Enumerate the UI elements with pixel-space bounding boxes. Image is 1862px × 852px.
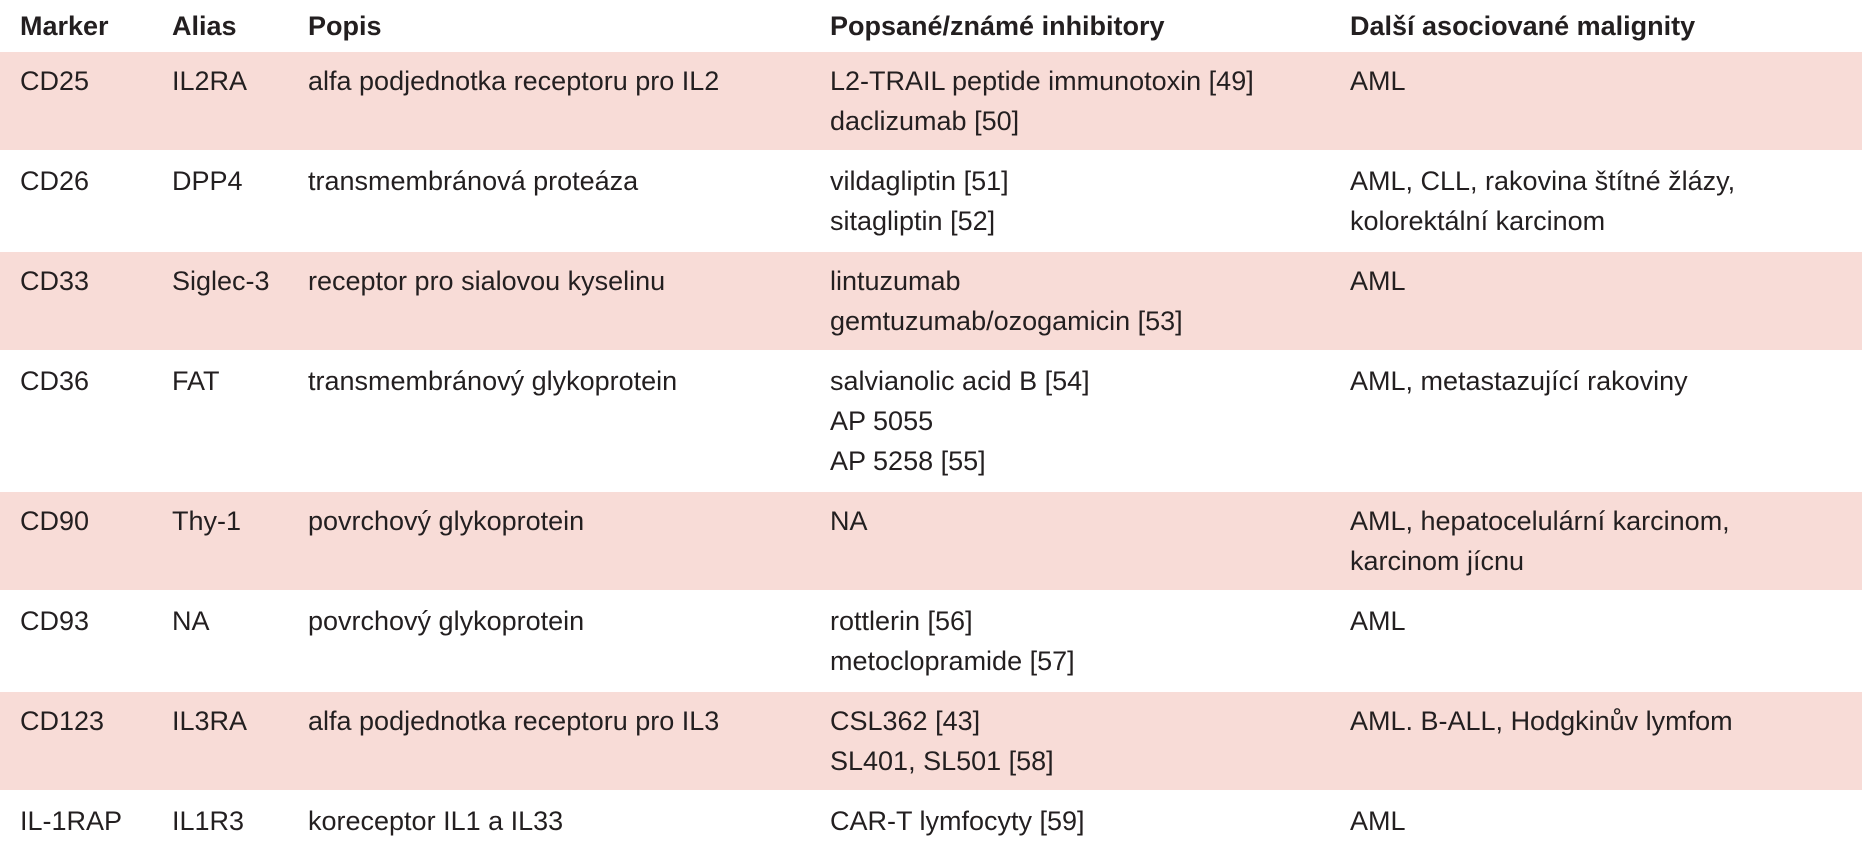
header-inhibitory: Popsané/známé inhibitory bbox=[810, 0, 1330, 52]
inhibitor-line: daclizumab [50] bbox=[830, 106, 1020, 136]
cell-marker: IL-1RAP bbox=[0, 791, 152, 851]
malignity-line: AML bbox=[1350, 606, 1406, 636]
inhibitor-line: salvianolic acid B [54] bbox=[830, 366, 1090, 396]
cell-popis: alfa podjednotka receptoru pro IL3 bbox=[288, 691, 810, 791]
table-row bbox=[0, 491, 1862, 591]
header-alias: Alias bbox=[152, 0, 288, 52]
inhibitor-line: metoclopramide [57] bbox=[830, 646, 1075, 676]
cell-alias: IL2RA bbox=[152, 52, 288, 151]
table-row bbox=[0, 151, 1862, 251]
malignity-line: AML, hepatocelulární karcinom, bbox=[1350, 506, 1730, 536]
inhibitor-line: SL401, SL501 [58] bbox=[830, 746, 1054, 776]
inhibitor-line: lintuzumab bbox=[830, 266, 961, 296]
cell-malignity bbox=[1330, 691, 1862, 791]
cell-alias: NA bbox=[152, 591, 288, 691]
cell-inhibitory bbox=[810, 491, 1330, 591]
cell-marker: CD26 bbox=[0, 151, 152, 251]
table-body bbox=[0, 52, 1862, 851]
cell-popis: transmembránový glykoprotein bbox=[288, 351, 810, 491]
cell-malignity bbox=[1330, 52, 1862, 151]
cell-marker: CD25 bbox=[0, 52, 152, 151]
malignity-line: AML. B-ALL, Hodgkinův lymfom bbox=[1350, 706, 1733, 736]
inhibitor-line: sitagliptin [52] bbox=[830, 206, 996, 236]
header-popis: Popis bbox=[288, 0, 810, 52]
inhibitor-line: NA bbox=[830, 506, 868, 536]
cell-inhibitory bbox=[810, 591, 1330, 691]
cell-popis: receptor pro sialovou kyselinu bbox=[288, 251, 810, 351]
table-row bbox=[0, 791, 1862, 851]
malignity-line: AML bbox=[1350, 806, 1406, 836]
malignity-line: AML bbox=[1350, 266, 1406, 296]
cell-inhibitory bbox=[810, 691, 1330, 791]
inhibitor-line: AP 5055 bbox=[830, 406, 934, 436]
cell-marker: CD123 bbox=[0, 691, 152, 791]
cell-inhibitory bbox=[810, 151, 1330, 251]
cell-malignity bbox=[1330, 251, 1862, 351]
table-row bbox=[0, 351, 1862, 491]
cell-alias: IL3RA bbox=[152, 691, 288, 791]
cell-malignity bbox=[1330, 591, 1862, 691]
cell-malignity bbox=[1330, 491, 1862, 591]
header-row bbox=[0, 0, 1862, 52]
table-row bbox=[0, 691, 1862, 791]
cell-inhibitory bbox=[810, 251, 1330, 351]
table-header bbox=[0, 0, 1862, 52]
cell-popis: alfa podjednotka receptoru pro IL2 bbox=[288, 52, 810, 151]
table-row bbox=[0, 591, 1862, 691]
malignity-line: kolorektální karcinom bbox=[1350, 206, 1606, 236]
cell-popis: povrchový glykoprotein bbox=[288, 591, 810, 691]
malignity-line: karcinom jícnu bbox=[1350, 546, 1525, 576]
cell-alias: DPP4 bbox=[152, 151, 288, 251]
cell-marker: CD36 bbox=[0, 351, 152, 491]
inhibitor-line: CSL362 [43] bbox=[830, 706, 981, 736]
cell-marker: CD33 bbox=[0, 251, 152, 351]
table-row bbox=[0, 52, 1862, 151]
malignity-line: AML, CLL, rakovina štítné žlázy, bbox=[1350, 166, 1736, 196]
inhibitor-line: AP 5258 [55] bbox=[830, 446, 986, 476]
cell-alias: IL1R3 bbox=[152, 791, 288, 851]
cell-popis: koreceptor IL1 a IL33 bbox=[288, 791, 810, 851]
malignity-line: AML bbox=[1350, 66, 1406, 96]
inhibitor-line: CAR-T lymfocyty [59] bbox=[830, 806, 1085, 836]
cell-marker: CD93 bbox=[0, 591, 152, 691]
cell-inhibitory bbox=[810, 791, 1330, 851]
cell-malignity bbox=[1330, 151, 1862, 251]
header-malignity: Další asociované malignity bbox=[1330, 0, 1862, 52]
inhibitor-line: vildagliptin [51] bbox=[830, 166, 1009, 196]
table-row bbox=[0, 251, 1862, 351]
cell-malignity bbox=[1330, 351, 1862, 491]
cell-alias: Siglec-3 bbox=[152, 251, 288, 351]
header-marker: Marker bbox=[0, 0, 152, 52]
malignity-line: AML, metastazující rakoviny bbox=[1350, 366, 1688, 396]
cell-alias: Thy-1 bbox=[152, 491, 288, 591]
cell-popis: transmembránová proteáza bbox=[288, 151, 810, 251]
cell-marker: CD90 bbox=[0, 491, 152, 591]
cell-alias: FAT bbox=[152, 351, 288, 491]
cell-inhibitory bbox=[810, 351, 1330, 491]
inhibitor-line: rottlerin [56] bbox=[830, 606, 973, 636]
cell-popis: povrchový glykoprotein bbox=[288, 491, 810, 591]
inhibitor-line: gemtuzumab/ozogamicin [53] bbox=[830, 306, 1183, 336]
cell-malignity bbox=[1330, 791, 1862, 851]
cell-inhibitory bbox=[810, 52, 1330, 151]
inhibitor-line: L2-TRAIL peptide immunotoxin [49] bbox=[830, 66, 1254, 96]
